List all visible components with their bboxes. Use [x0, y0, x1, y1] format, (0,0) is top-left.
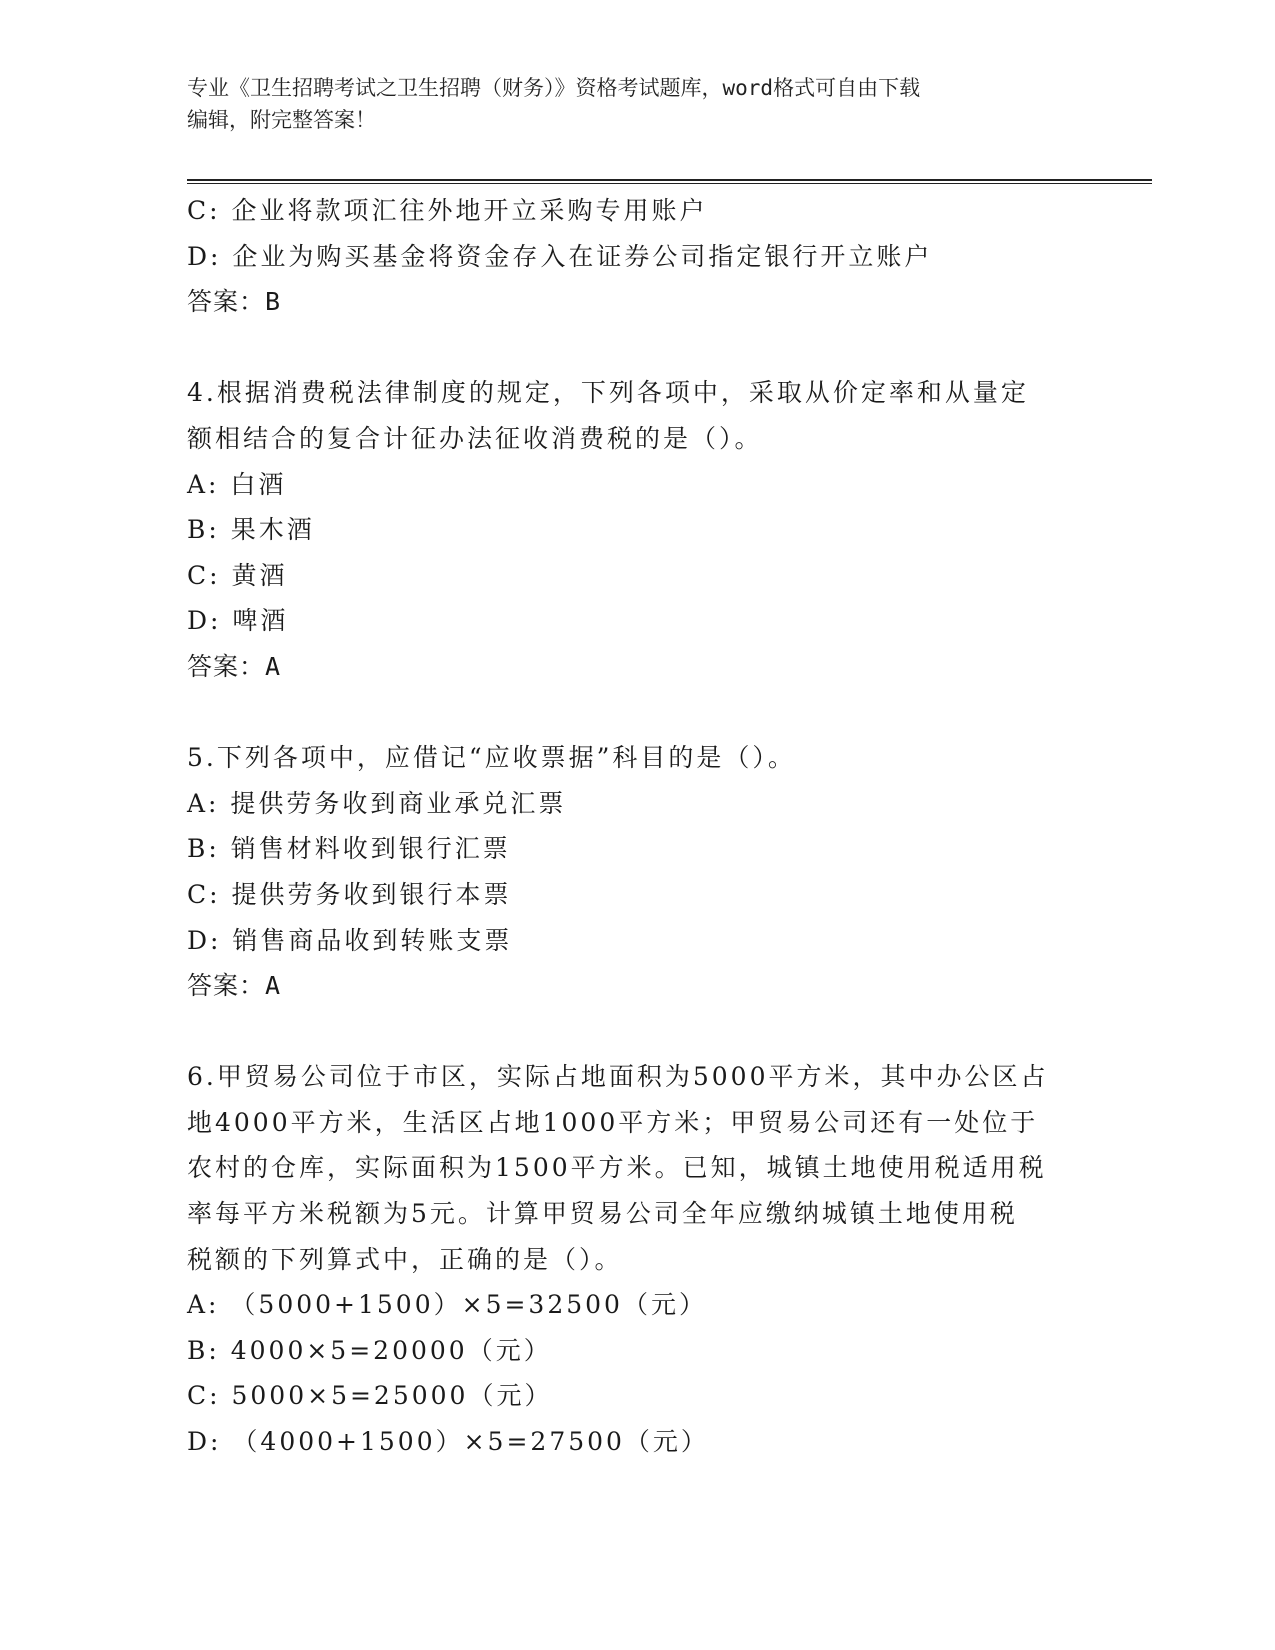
q6-option-b: B: 4000×5=20000（元）	[187, 1335, 552, 1365]
q3-option-c: C: 企业将款项汇往外地开立采购专用账户	[187, 196, 708, 225]
q4-stem-line-2: 额相结合的复合计征办法征收消费税的是（）。	[187, 423, 763, 453]
q6-stem-line-2: 地4000平方米，生活区占地1000平方米；甲贸易公司还有一处位于	[187, 1107, 1039, 1137]
header-line-2: 编辑，附完整答案！	[187, 108, 376, 132]
header-divider-thin	[187, 183, 1152, 184]
header-divider-thick	[187, 179, 1152, 181]
q3-option-d: D: 企业为购买基金将资金存入在证券公司指定银行开立账户	[187, 241, 933, 271]
q5-option-b: B: 销售材料收到银行汇票	[187, 834, 511, 864]
q5-option-c: C: 提供劳务收到银行本票	[187, 879, 512, 909]
q4-option-c: C: 黄酒	[187, 560, 288, 590]
document-header	[187, 72, 1067, 136]
q5-option-d: D: 销售商品收到转账支票	[187, 925, 513, 955]
q3-answer: 答案：B	[187, 287, 282, 317]
q4-option-b: B: 果木酒	[187, 515, 315, 545]
q4-option-a: A: 白酒	[187, 469, 287, 499]
header-line-1: 专业《卫生招聘考试之卫生招聘（财务）》资格考试题库，word格式可自由下载	[187, 76, 921, 100]
q6-option-a: A: （5000+1500）×5=32500（元）	[187, 1290, 707, 1320]
q6-option-d: D: （4000+1500）×5=27500（元）	[187, 1427, 709, 1457]
question-body	[187, 188, 1087, 1465]
q5-answer: 答案：A	[187, 971, 282, 1001]
q6-stem-line-5: 税额的下列算式中，正确的是（）。	[187, 1244, 623, 1274]
q4-stem-line-1: 4.根据消费税法律制度的规定，下列各项中，采取从价定率和从量定	[187, 378, 1029, 408]
q5-stem-line-1: 5.下列各项中，应借记“应收票据”科目的是（）。	[187, 743, 796, 773]
q6-stem-line-3: 农村的仓库，实际面积为1500平方米。已知，城镇土地使用税适用税	[187, 1153, 1047, 1183]
q6-stem-line-4: 率每平方米税额为5元。计算甲贸易公司全年应缴纳城镇土地使用税	[187, 1199, 1018, 1229]
q6-stem-line-1: 6.甲贸易公司位于市区，实际占地面积为5000平方米，其中办公区占	[187, 1062, 1049, 1092]
q5-option-a: A: 提供劳务收到商业承兑汇票	[187, 788, 567, 818]
q4-answer: 答案：A	[187, 651, 282, 681]
q4-option-d: D: 啤酒	[187, 606, 289, 636]
q6-option-c: C: 5000×5=25000（元）	[187, 1381, 553, 1411]
